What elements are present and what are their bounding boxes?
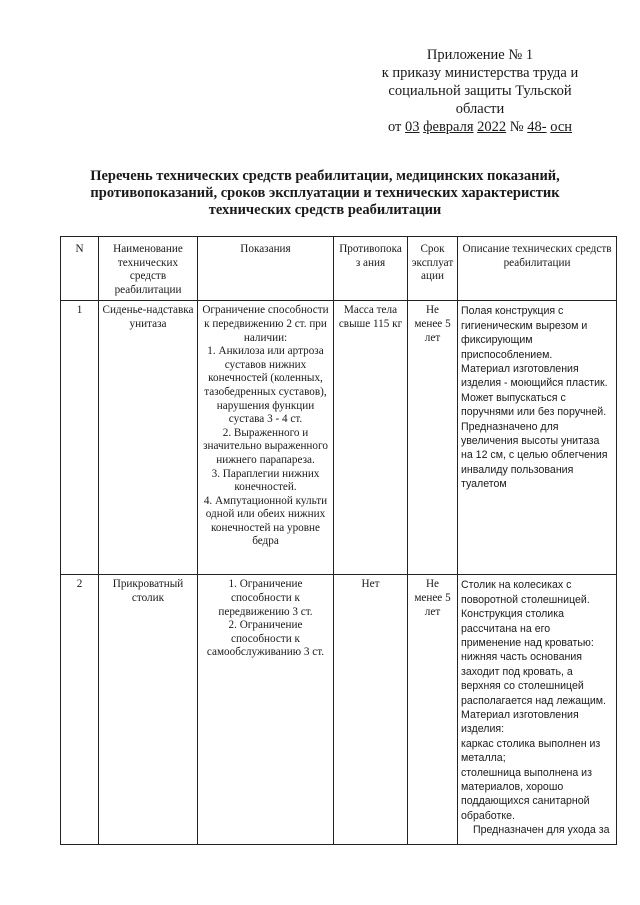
row-number: 1 xyxy=(61,301,99,575)
description-item: Материал изготовления изделия - моющийся пластик. xyxy=(461,363,608,390)
header-contraindications: Противопоказ ания xyxy=(334,237,408,301)
row-description xyxy=(458,575,617,845)
row-contraindications: Масса тела свыше 115 кг xyxy=(334,301,408,575)
description-item: Полая конструкция с гигиеническим вырезом и фиксирующим приспособлением. xyxy=(461,305,588,361)
row-contraindications: Нет xyxy=(334,575,408,845)
title-line-3: технических средств реабилитации xyxy=(208,202,442,218)
description-item: Материал изготовления изделия: xyxy=(461,709,579,736)
header-description: Описание технических средств реабилитации xyxy=(458,237,617,301)
title-line-1: Перечень технических средств реабилитации, медицинских показаний, xyxy=(90,168,560,184)
header-name: Наименование технических средств реабилитации xyxy=(99,237,198,301)
description-item: каркас столика выполнен из металла; xyxy=(461,737,601,765)
date-prefix: от xyxy=(387,119,402,135)
row-number: 2 xyxy=(61,575,99,845)
description-item: Конструкция столика рассчитана на его применение над кроватью: нижняя часть основания заходит под кровать, а верхняя со столешницей располагается над лежащим. xyxy=(461,608,606,707)
title-line-2: противопоказаний, сроков эксплуатации и технических характеристик xyxy=(90,185,560,201)
appendix-line-1: Приложение № 1 xyxy=(426,47,534,63)
description-item: Столик на колесиках с поворотной столешницей. xyxy=(461,579,590,606)
appendix-date-line xyxy=(360,118,600,136)
table-header-row xyxy=(61,237,617,301)
date-day: 03 xyxy=(405,119,420,135)
header-number: N xyxy=(61,237,99,301)
table-row xyxy=(61,575,617,845)
date-month: февраля xyxy=(423,119,474,135)
description-item: столешница выполнена из материалов, хорошо поддающихся санитарной обработке. xyxy=(461,766,592,822)
row-indications xyxy=(198,575,334,845)
header-term: Срок эксплуат ации xyxy=(408,237,458,301)
row-indications xyxy=(198,301,334,575)
date-year: 2022 xyxy=(477,119,507,135)
row-description xyxy=(458,301,617,575)
header-indications: Показания xyxy=(198,237,334,301)
row-name: Прикроватный столик xyxy=(99,575,198,845)
number-suffix: осн xyxy=(550,119,573,135)
indication-item: 1. Ограничение способности к передвижению 3 ст. xyxy=(218,578,313,618)
row-term: Не менее 5 лет xyxy=(408,575,458,845)
indication-item: Ограничение способности к передвижению 2 ст. при наличии: xyxy=(202,304,329,344)
description-item: Может выпускаться с поручнями или без поручней. xyxy=(461,391,607,419)
description-item: Предназначено для увеличения высоты унитаза на 12 см, с целью облегчения инвалиду пользования туалетом xyxy=(461,420,608,491)
description-item: Предназначен для ухода за xyxy=(473,824,610,837)
appendix-block xyxy=(360,46,600,136)
appendix-line-2: к приказу министерства труда и xyxy=(381,65,579,81)
indication-item: 2. Ограничение способности к самообслуживанию 3 ст. xyxy=(206,619,325,659)
number-value: 48- xyxy=(527,119,547,135)
appendix-line-4: области xyxy=(455,101,505,117)
rehab-means-table xyxy=(60,236,617,845)
table-row xyxy=(61,301,617,575)
document-title xyxy=(60,168,590,219)
row-name: Сиденье-надставка унитаза xyxy=(99,301,198,575)
appendix-line-3: социальной защиты Тульской xyxy=(388,83,572,99)
indication-item: 2. Выраженного и значительно выраженного нижнего парапареза. xyxy=(203,426,328,466)
indication-item: 3. Параплегии нижних конечностей. xyxy=(211,467,320,494)
row-term: Не менее 5 лет xyxy=(408,301,458,575)
number-prefix: № xyxy=(509,119,524,135)
indication-item: 1. Анкилоза или артроза суставов нижних конечностей (коленных, тазобедренных суставов), нарушения функции сустава 3 - 4 ст. xyxy=(204,345,327,426)
indication-item: 4. Ампутационной культи одной или обеих нижних конечностей на уровне бедра xyxy=(203,494,328,548)
